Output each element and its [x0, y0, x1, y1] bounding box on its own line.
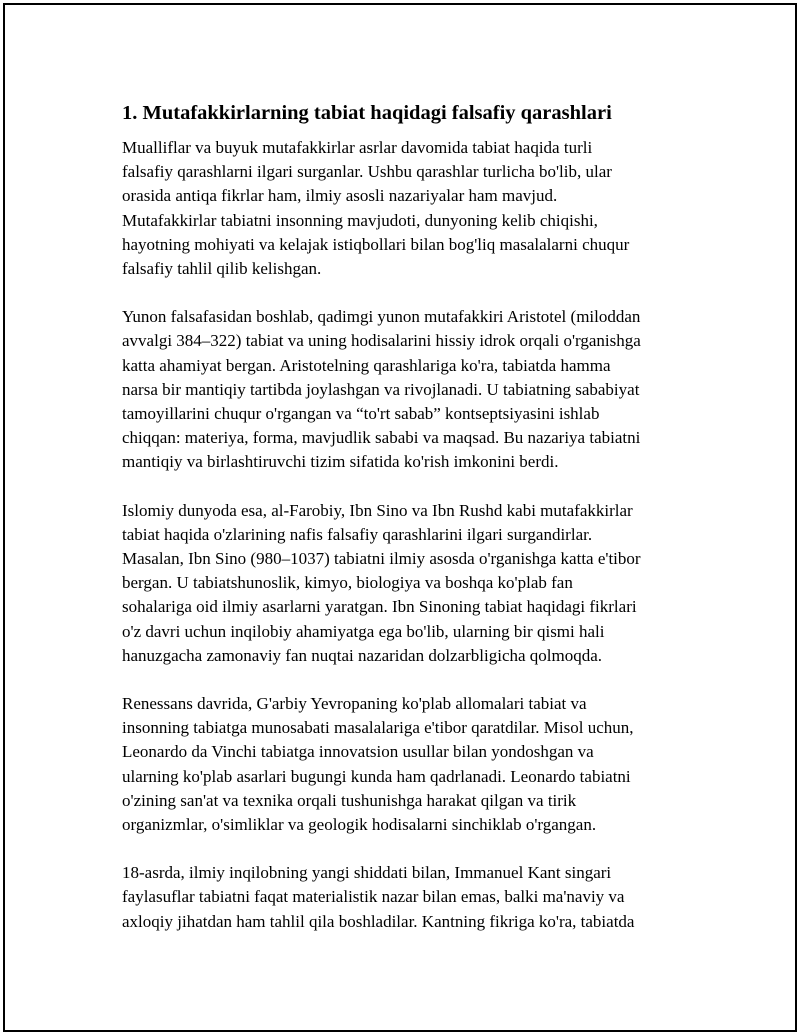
- text-line: o'z davri uchun inqilobiy ahamiyatga ega bo'lib, ularning bir qismi hali: [122, 621, 605, 641]
- paragraph: [122, 305, 712, 474]
- document-body: [122, 100, 712, 958]
- text-line: bergan. U tabiatshunoslik, kimyo, biologiya va boshqa ko'plab fan: [122, 573, 573, 593]
- text-line: sohalariga oid ilmiy asarlarni yaratgan. Ibn Sinoning tabiat haqidagi fikrlari: [122, 597, 637, 617]
- text-line: mantiqiy va birlashtiruvchi tizim sifatida ko'rish imkonini berdi.: [122, 452, 559, 472]
- text-line: orasida antiqa fikrlar ham, ilmiy asosli nazariyalar ham mavjud.: [122, 186, 558, 206]
- text-line: tabiat haqida o'zlarining nafis falsafiy qarashlarini ilgari surgandirlar.: [122, 524, 593, 544]
- text-line: Masalan, Ibn Sino (980–1037) tabiatni ilmiy asosda o'rganishga katta e'tibor: [122, 549, 641, 569]
- text-line: Renessans davrida, G'arbiy Yevropaning ko'plab allomalari tabiat va: [122, 694, 587, 714]
- section-heading: 1. Mutafakkirlarning tabiat haqidagi falsafiy qarashlari: [122, 102, 612, 124]
- text-line: o'zining san'at va texnika orqali tushunishga harakat qilgan va tirik: [122, 790, 577, 810]
- document-page: [3, 3, 797, 1032]
- text-line: faylasuflar tabiatni faqat materialistik nazar bilan emas, balki ma'naviy va: [122, 887, 625, 907]
- text-line: organizmlar, o'simliklar va geologik hodisalarni sinchiklab o'rgangan.: [122, 815, 597, 835]
- text-line: avvalgi 384–322) tabiat va uning hodisalarini hissiy idrok orqali o'rganishga: [122, 331, 641, 351]
- text-line: Mutafakkirlar tabiatni insonning mavjudoti, dunyoning kelib chiqishi,: [122, 210, 598, 230]
- text-line: ularning ko'plab asarlari bugungi kunda ham qadrlanadi. Leonardo tabiatni: [122, 766, 631, 786]
- text-line: insonning tabiatga munosabati masalalariga e'tibor qaratdilar. Misol uchun,: [122, 718, 634, 738]
- text-line: chiqqan: materiya, forma, mavjudlik sababi va maqsad. Bu nazariya tabiatni: [122, 428, 641, 448]
- text-line: Mualliflar va buyuk mutafakkirlar asrlar davomida tabiat haqida turli: [122, 138, 593, 157]
- text-line: 18-asrda, ilmiy inqilobning yangi shiddati bilan, Immanuel Kant singari: [122, 863, 612, 883]
- text-line: Yunon falsafasidan boshlab, qadimgi yunon mutafakkiri Aristotel (miloddan: [122, 307, 641, 327]
- paragraph: [122, 136, 712, 281]
- text-line: tamoyillarini chuqur o'rgangan va “to'rt sabab” kontseptsiyasini ishlab: [122, 404, 600, 424]
- text-line: falsafiy qarashlarni ilgari surganlar. Ushbu qarashlar turlicha bo'lib, ular: [122, 162, 612, 182]
- text-line: falsafiy tahlil qilib kelishgan.: [122, 259, 322, 279]
- text-line: narsa bir mantiqiy tartibda joylashgan va rivojlanadi. U tabiatning sababiyat: [122, 379, 640, 399]
- text-line: hayotning mohiyati va kelajak istiqbollari bilan bog'liq masalalarni chuqur: [122, 234, 630, 254]
- paragraph: [122, 499, 712, 668]
- text-line: katta ahamiyat bergan. Aristotelning qarashlariga ko'ra, tabiatda hamma: [122, 355, 611, 375]
- text-line: axloqiy jihatdan ham tahlil qila boshladilar. Kantning fikriga ko'ra, tabiatda: [122, 911, 635, 931]
- text-line: hanuzgacha zamonaviy fan nuqtai nazaridan dolzarbligicha qolmoqda.: [122, 645, 603, 665]
- paragraph: [122, 692, 712, 837]
- paragraph: [122, 861, 712, 934]
- text-line: Islomiy dunyoda esa, al-Farobiy, Ibn Sino va Ibn Rushd kabi mutafakkirlar: [122, 500, 633, 520]
- text-line: Leonardo da Vinchi tabiatga innovatsion usullar bilan yondoshgan va: [122, 742, 594, 762]
